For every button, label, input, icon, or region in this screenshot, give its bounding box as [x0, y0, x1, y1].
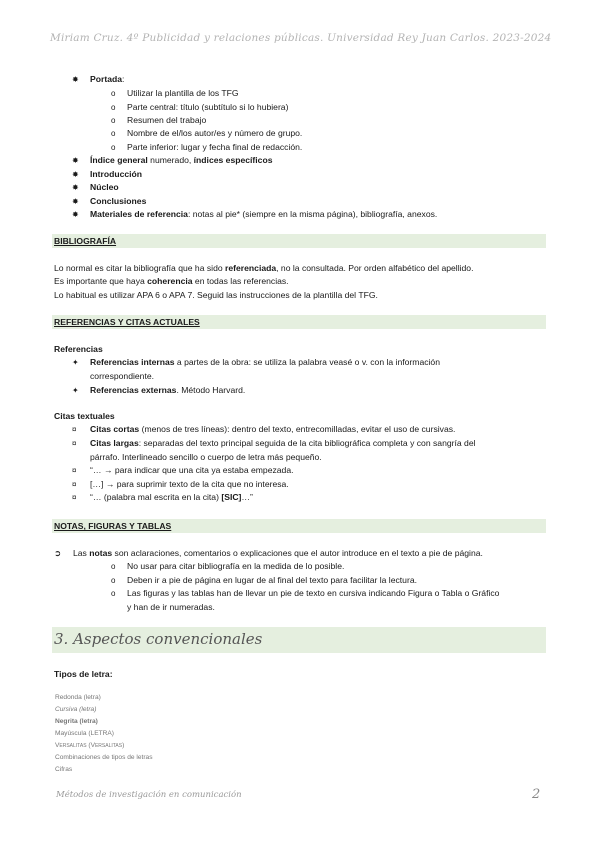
star-bullet-icon: ✦	[72, 386, 79, 395]
circle-bullet-icon: o	[111, 589, 116, 598]
list-item: ✦ Referencias internas a partes de la obra: se utiliza la palabra veasé o v. con la información	[72, 357, 440, 367]
bullet-icon: ✸	[72, 75, 79, 84]
paragraph-line: Lo normal es citar la bibliografía que ha sido referenciada, no la consultada. Por orden alfabético del apellido.	[54, 263, 474, 273]
page-number: 2	[532, 787, 541, 802]
list-item-continuation: correspondiente.	[90, 371, 155, 381]
font-example: Cursiva (letra)	[55, 706, 97, 713]
list-item: ¤ “… (palabra mal escrita en la cita) [SIC]…”	[72, 492, 253, 502]
sub-list-continuation: y han de ir numeradas.	[127, 602, 215, 612]
sub-list-item: o Nombre de el/los autor/es y número de grupo.	[111, 128, 303, 138]
section-heading-band	[52, 234, 546, 248]
chapter-heading-band	[52, 627, 546, 653]
list-item: ¤ Citas cortas (menos de tres líneas): dentro del texto, entrecomilladas, evitar el uso de cursivas.	[72, 424, 456, 434]
paragraph-line: Lo habitual es utilizar APA 6 o APA 7. Seguid las instrucciones de la plantilla del TFG.	[54, 290, 378, 300]
circle-bullet-icon: o	[111, 562, 116, 571]
list-item-materiales: ✸ Materiales de referencia: notas al pie* (siempre en la misma página), bibliografía, anexos.	[72, 209, 438, 219]
circle-bullet-icon: o	[111, 116, 116, 125]
section-heading: NOTAS, FIGURAS Y TABLAS	[54, 521, 172, 531]
page-header: Miriam Cruz. 4º Publicidad y relaciones públicas. Universidad Rey Juan Carlos. 2023-2024	[50, 32, 552, 44]
currency-bullet-icon: ¤	[72, 466, 77, 475]
bullet-icon: ✸	[72, 197, 79, 206]
font-example: Cifras	[55, 766, 73, 773]
list-item-indice: ✸ Índice general numerado, índices específicos	[72, 155, 273, 165]
subheading: Tipos de letra:	[54, 669, 113, 679]
circle-bullet-icon: o	[111, 103, 116, 112]
subheading: Citas textuales	[54, 411, 115, 421]
section-heading: REFERENCIAS Y CITAS ACTUALES	[54, 317, 200, 327]
section-heading-band	[52, 315, 546, 329]
circle-bullet-icon: o	[111, 576, 116, 585]
currency-bullet-icon: ¤	[72, 439, 77, 448]
sub-list-item: o Parte inferior: lugar y fecha final de redacción.	[111, 142, 303, 152]
currency-bullet-icon: ¤	[72, 480, 77, 489]
sub-list-item: o Deben ir a pie de página en lugar de al final del texto para facilitar la lectura.	[111, 575, 417, 585]
font-example: Combinaciones de tipos de letras	[55, 754, 153, 761]
list-item: ¤ Citas largas: separadas del texto principal seguida de la cita bibliográfica completa y con sangría del	[72, 438, 476, 448]
bullet-icon: ✸	[72, 210, 79, 219]
arrow-bullet-icon: ➲	[54, 548, 62, 558]
list-item: ✸ Conclusiones	[72, 196, 147, 206]
sub-list-item: o Utilizar la plantilla de los TFG	[111, 88, 239, 98]
list-item: ¤ “… → para indicar que una cita ya estaba empezada.	[72, 465, 294, 475]
star-bullet-icon: ✦	[72, 358, 79, 367]
section-heading-band	[52, 519, 546, 533]
font-example: Mayúscula (LETRA)	[55, 730, 114, 737]
font-example: Versalitas (Versalitas)	[55, 742, 125, 749]
list-item: ✸ Núcleo	[72, 182, 119, 192]
list-item: ➲ Las notas son aclaraciones, comentarios o explicaciones que el autor introduce en el texto a pie de página.	[54, 548, 483, 558]
list-item-portada: ✸ Portada:	[72, 74, 125, 84]
currency-bullet-icon: ¤	[72, 493, 77, 502]
font-example: Redonda (letra)	[55, 694, 101, 701]
subheading: Referencias	[54, 344, 103, 354]
list-item-continuation: párrafo. Interlineado sencillo o cuerpo de letra más pequeño.	[90, 452, 322, 462]
bullet-icon: ✸	[72, 156, 79, 165]
sub-list-item: o Resumen del trabajo	[111, 115, 207, 125]
sub-list-item: o Las figuras y las tablas han de llevar un pie de texto en cursiva indicando Figura o Tabla o Gráfico	[111, 588, 500, 598]
circle-bullet-icon: o	[111, 143, 116, 152]
list-item: ¤ […] → para suprimir texto de la cita que no interesa.	[72, 479, 289, 489]
list-item: ✸ Introducción	[72, 169, 143, 179]
paragraph-line: Es importante que haya coherencia en todas las referencias.	[54, 276, 289, 286]
circle-bullet-icon: o	[111, 89, 116, 98]
page-footer: Métodos de investigación en comunicación	[56, 790, 242, 800]
section-heading: BIBLIOGRAFÍA	[54, 236, 117, 246]
list-item: ✦ Referencias externas. Método Harvard.	[72, 385, 246, 395]
font-example: Negrita (letra)	[55, 718, 98, 725]
currency-bullet-icon: ¤	[72, 425, 77, 434]
chapter-heading: 3. Aspectos convencionales	[54, 630, 263, 648]
sub-list-item: o Parte central: título (subtítulo si lo hubiera)	[111, 102, 289, 112]
bullet-icon: ✸	[72, 170, 79, 179]
circle-bullet-icon: o	[111, 129, 116, 138]
sub-list-item: o No usar para citar bibliografía en la medida de lo posible.	[111, 561, 345, 571]
bullet-icon: ✸	[72, 183, 79, 192]
